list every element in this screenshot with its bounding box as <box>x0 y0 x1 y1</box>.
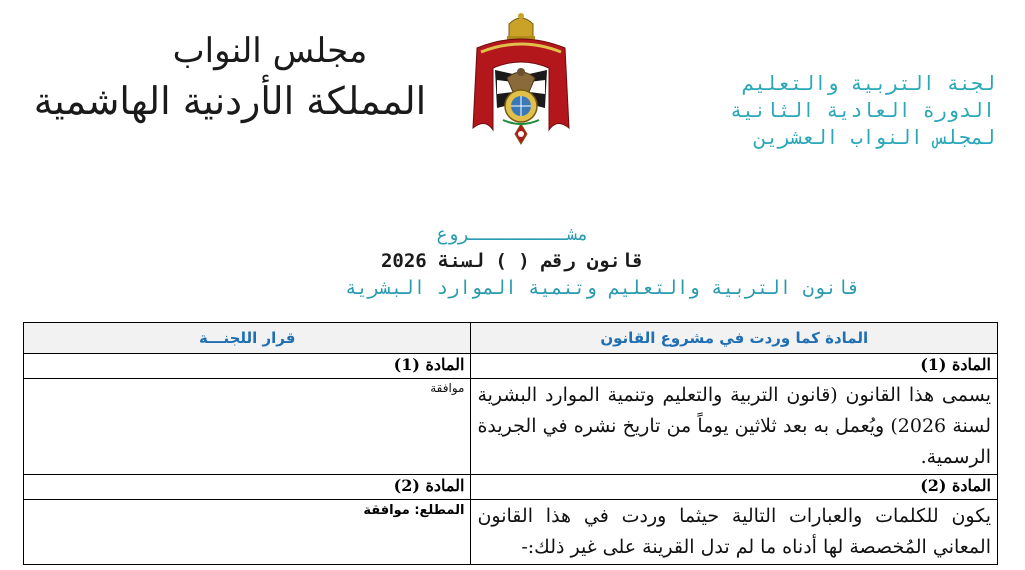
parliament-calligraphy <box>30 28 430 138</box>
committee-article-number: المادة (2) <box>24 475 471 500</box>
law-text-cell <box>471 379 998 475</box>
document-title-law-name: قانون التربية والتعليم وتنمية الموارد البشرية <box>345 277 860 299</box>
law-article-number: المادة (2) <box>471 475 998 500</box>
decision-cell <box>24 500 471 565</box>
committee-article-number: المادة (1) <box>24 354 471 379</box>
committee-decision: موافقة <box>430 381 465 395</box>
kingdom-name: المملكة الأردنية الهاشمية <box>33 79 427 123</box>
committee-header <box>635 70 995 151</box>
committee-decision: المطلع: موافقة <box>363 503 465 518</box>
committee-line: الدورة العادية الثانية <box>730 98 995 122</box>
decision-cell <box>24 379 471 475</box>
committee-line: لمجلس النواب العشرين <box>754 125 995 149</box>
law-text-cell <box>471 500 998 565</box>
law-text: يسمى هذا القانون (قانون التربية والتعليم وتنمية الموارد البشرية لسنة 2026) ويُعمل به بعد ثلاثين يوماً من تاريخ نشره في الجريدة الرسمية. <box>477 384 991 468</box>
table-header-row <box>24 323 998 354</box>
document-title-draft: مشـــــــــروع <box>436 224 589 245</box>
law-article-number: المادة (1) <box>471 354 998 379</box>
table-row <box>24 354 998 379</box>
header-committee-decision: قرار اللجنـــة <box>24 323 471 354</box>
parliament-name: مجلس النواب <box>172 31 368 71</box>
table-row <box>24 475 998 500</box>
table-row <box>24 379 998 475</box>
committee-line: لجنة التربية والتعليم <box>742 71 995 95</box>
jordan-coat-of-arms-icon <box>457 8 585 156</box>
document-title-law-number: قانون رقم ( ) لسنة 2026 <box>380 250 645 272</box>
header-law-text: المادة كما وردت في مشروع القانون <box>471 323 998 354</box>
law-articles-table <box>23 322 998 565</box>
table-row <box>24 500 998 565</box>
document-title-block <box>0 222 1025 302</box>
law-text: يكون للكلمات والعبارات التالية حيثما وردت في هذا القانون المعاني المُخصصة لها أدناه ما لم تدل القرينة على غير ذلك:- <box>477 505 991 558</box>
